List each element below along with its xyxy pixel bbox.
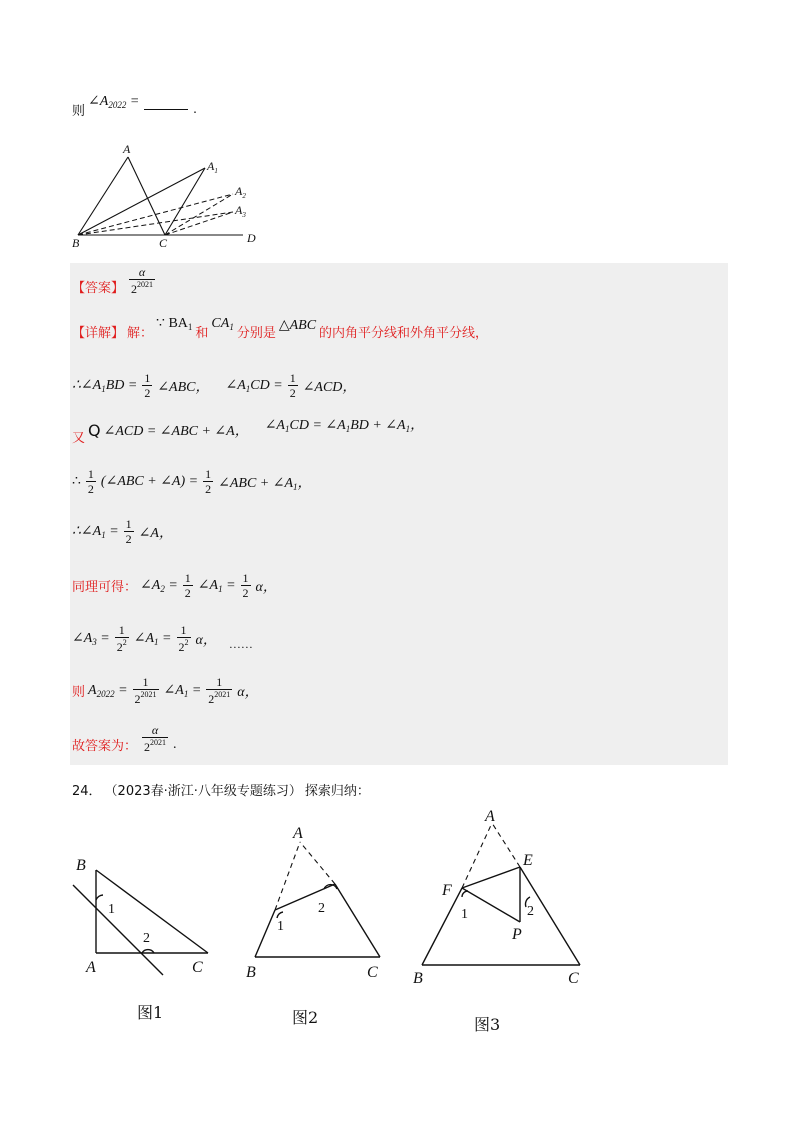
detail-line-3: 又 Q ∠ACD = ∠ABC + ∠A， $\angle A_1CD$ = $\angle A_1BD$ + $\angle A_1$， <box>72 418 425 446</box>
figure-3 <box>410 805 590 990</box>
detail-line-8: 则 $A_{2022}$ = $\frac{1}{2^{2021}}$ $\angle A_1$ = $\frac{1}{2^{2021}}$ α， <box>72 675 259 706</box>
svg-text:F: F <box>442 882 452 899</box>
label-B: B <box>72 236 80 250</box>
figure-3-caption: 图3 <box>474 1015 501 1034</box>
label-A2: $A_2$ <box>235 184 246 200</box>
figure-1-caption: 图1 <box>137 1003 164 1022</box>
detail-line-7: $\angle A_3$ = $\frac{1}{2^2}$ $\angle A_1$ = $\frac{1}{2^2}$ α， …… <box>72 623 253 654</box>
detail-line-9: 故答案为： $\frac{\alpha}{2^{2021}}$ . <box>72 723 177 754</box>
label-A1: $A_1$ <box>207 159 218 175</box>
label-C: C <box>159 236 168 250</box>
svg-text:C: C <box>367 964 378 981</box>
svg-text:E: E <box>523 852 533 869</box>
svg-text:A: A <box>485 808 495 825</box>
svg-text:2: 2 <box>527 904 534 919</box>
svg-text:1: 1 <box>277 919 284 934</box>
answer-fraction: $\frac{\alpha}{2^{2021}}$ <box>131 265 154 296</box>
detail-line-5: $\therefore\angle A_1$ = $\frac{1}{2}$ ∠A， <box>72 517 173 546</box>
label-A3: $A_3$ <box>235 203 246 219</box>
question-angle: $\angle A_{2022}$ = <box>88 94 140 110</box>
svg-text:P: P <box>512 926 522 943</box>
figure-1 <box>68 850 218 980</box>
label-D: D <box>247 231 256 245</box>
question-prefix: 则 <box>72 104 86 119</box>
answer-line <box>72 265 157 301</box>
svg-text:B: B <box>413 970 423 987</box>
svg-text:1: 1 <box>108 902 115 917</box>
figure-2 <box>240 822 390 987</box>
detail-line-6: 同理可得： $\angle A_2$ = $\frac{1}{2}$ $\angle A_1$ = $\frac{1}{2}$ α， <box>72 571 277 600</box>
svg-text:B: B <box>76 857 86 874</box>
label-A: A <box>123 142 131 156</box>
question-source: （2023春·浙江·八年级专题练习） <box>104 784 302 799</box>
svg-text:2: 2 <box>318 901 325 916</box>
angle-bisector-figure <box>68 140 268 250</box>
svg-text:A: A <box>86 959 96 976</box>
svg-text:C: C <box>192 959 203 976</box>
question-24-heading <box>72 780 370 799</box>
figure-2-caption: 图2 <box>292 1008 319 1027</box>
svg-text:C: C <box>568 970 579 987</box>
svg-text:1: 1 <box>461 907 468 922</box>
svg-text:B: B <box>246 964 256 981</box>
question-line: 则 $\angle A_{2022}$ = . <box>72 94 197 119</box>
svg-text:A: A <box>293 825 303 842</box>
svg-text:2: 2 <box>143 931 150 946</box>
question-title: 探索归纳： <box>304 784 370 799</box>
question-number: 24． <box>72 784 102 799</box>
detail-line-1: 【详解】 解： ∵ $BA_1$ 和 $CA_1$ 分别是 △ABC 的内角平分线和外角平分线， <box>72 315 489 341</box>
answer-tag: 【答案】 <box>72 281 125 296</box>
detail-line-2: $\therefore\angle A_1BD$ = $\frac{1}{2}$ ∠ABC， $\angle A_1CD$ = $\frac{1}{2}$ ∠ACD， <box>72 371 357 400</box>
detail-line-4: ∴ $\frac{1}{2}$ (∠ABC + ∠A) = $\frac{1}{2}$ ∠ABC + $\angle A_1$， <box>72 467 312 496</box>
answer-blank <box>144 109 188 110</box>
